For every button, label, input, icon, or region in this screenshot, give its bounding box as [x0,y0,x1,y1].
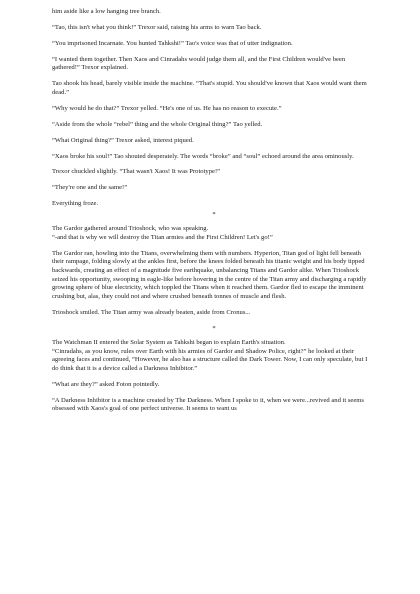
section-separator: * [212,324,216,332]
paragraph: “-and that is why we will destroy the Titan armies and the First Children! Let's go!” [52,233,273,241]
paragraph: “What Original thing?” Trexor asked, interest piqued. [52,136,194,144]
paragraph: The Gardor ran, howling into the Titans, overwhelming them with numbers. Hyperion, Titan god of light fell beneath their rampage, folding slowly at the ankles first, before the knees folded beneath his titanic weight and his body tipped backwards, creating an effect of a magnitude five earthquake, unbalancing Titans and Gardor alike. When Trioshock seized his opportunity, swooping in eagle-like before hovering in the centre of the Titan army and discharging a rapidly growing sphere of blue electricity, which toppled the Titans when it reached them. Gardor fled to escape the imminent crushing but, alas, they could not and where crushed beneath tonnes of muscle and flesh. [52,249,367,301]
paragraph: him aside like a low hanging tree branch. [52,8,161,15]
paragraph: “Why would he do that?” Trexor yelled. “He's one of us. He has no reason to execute.” [52,104,282,112]
paragraph: The Watchman II entered the Solar System as Tahkshi began to explain Earth's situation. [52,338,286,346]
paragraph: Tao shook his head, barely visible inside the machine. “That's stupid. You should've known that Xaos would want them dead.” [52,80,367,96]
paragraph: “What are they?” asked Foton pointedly. [52,380,160,388]
paragraph: Trioshock smiled. The Titan army was already beaten, aside from Cronus... [52,308,251,316]
document-body [52,8,374,414]
paragraph: “I wanted them together. Then Xaos and Cinradahs would judge them all, and the First Children would've been gathered!” Trexor explained. [52,55,346,72]
paragraph: “They're one and the same!” [52,184,128,192]
paragraph: “Xaos broke his soul!” Tao shouted desperately. The words “broke” and “soul” echoed around the area ominously. [52,152,354,160]
paragraph: “You imprisoned Incarnate. You hunted Tahkshi!” Tao's voice was that of utter indignation. [52,39,293,47]
paragraph: “Tao, this isn't what you think!” Trexor said, raising his arms to warn Tao back. [52,23,262,31]
paragraph: “Cinradahs, as you know, rules over Earth with his armies of Gardor and Shadow Police, right?” he looked at their agreeing faces and continued, “However, he also has a structure called the Dark Tower. Now, I can only speculate, but I do think that it is a device called a Darkness Inhibitor.” [52,347,368,372]
paragraph: Everything froze. [52,200,99,208]
section-separator: * [212,210,216,218]
paragraph: Trexor chuckled slightly. “That wasn't Xaos! It was Prototype!” [52,168,221,176]
paragraph: The Gardor gathered around Trioshock, who was speaking. [52,224,209,232]
paragraph: “A Darkness Inhibitor is a machine created by The Darkness. When I spoke to it, when we were...revived and it seems obsessed with Xaos's goal of one perfect universe. It seems to want us [52,396,364,413]
paragraph: “Aside from the whole “rebel” thing and the whole Original thing?” Tao yelled. [52,120,263,128]
